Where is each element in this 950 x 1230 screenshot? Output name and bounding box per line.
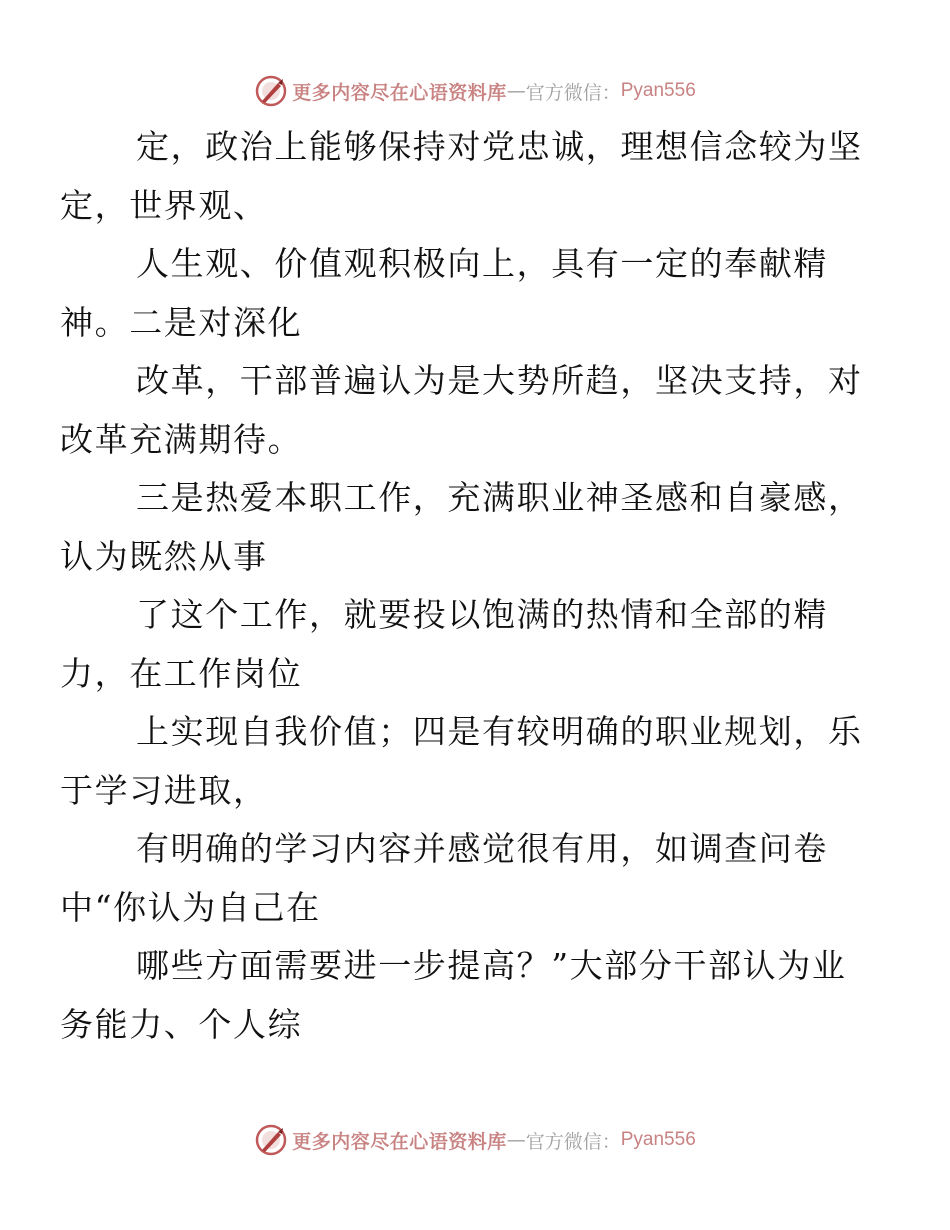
paragraph [0,118,863,235]
paragraph-line: 改革，干部普遍认为是大势所趋，坚决支持，对 [136,361,863,400]
paragraph-wrap-line: 认为既然从事 [60,536,268,576]
paragraph-line: 人生观、价值观积极向上，具有一定的奉献精 [136,244,828,283]
paragraph-line: 哪些方面需要进一步提高？”大部分干部认为业 [136,946,847,985]
paragraph-line: 了这个工作，就要投以饱满的热情和全部的精 [136,595,828,634]
paragraph-wrap-line: 于学习进取， [60,770,268,810]
watermark-main-text: 更多内容尽在心语资料库 [292,81,507,104]
paragraph [0,820,858,937]
watermark-wechat-label: 官方微信： [525,1130,621,1153]
paragraph-wrap-line: 神。二是对深化 [60,302,303,342]
watermark-main-text: 更多内容尽在心语资料库 [292,1130,507,1153]
paragraph [0,586,858,703]
paragraph [0,352,863,469]
document-body [0,118,950,1054]
paragraph-line: 有明确的学习内容并感觉很有用，如调查问卷 [136,829,828,868]
paragraph-line: 上实现自我价值；四是有较明确的职业规划，乐 [136,712,863,751]
quill-seal-icon [254,1123,288,1157]
quill-seal-icon [254,74,288,108]
header-watermark [0,71,950,111]
watermark-dash: — [506,1129,526,1151]
paragraph-wrap-line: 改革充满期待。 [60,419,303,459]
paragraph-wrap-line: 定，世界观、 [60,185,268,225]
paragraph-wrap-line: 务能力、个人综 [60,1004,303,1044]
paragraph-wrap-line: 力，在工作岗位 [60,653,303,693]
watermark-dash: — [506,80,526,102]
paragraph [0,469,863,586]
paragraph-wrap-line: 中“你认为自己在 [60,887,321,927]
watermark-wechat-label: 官方微信： [525,81,621,104]
footer-watermark [0,1120,950,1160]
watermark-wechat-id: Pyan556 [620,80,696,101]
paragraph [0,235,858,352]
paragraph-line: 三是热爱本职工作，充满职业神圣感和自豪感， [136,478,863,517]
watermark-wechat-id: Pyan556 [620,1129,696,1150]
paragraph [0,937,858,1054]
paragraph [0,703,863,820]
paragraph-line: 定，政治上能够保持对党忠诚，理想信念较为坚 [136,127,863,166]
